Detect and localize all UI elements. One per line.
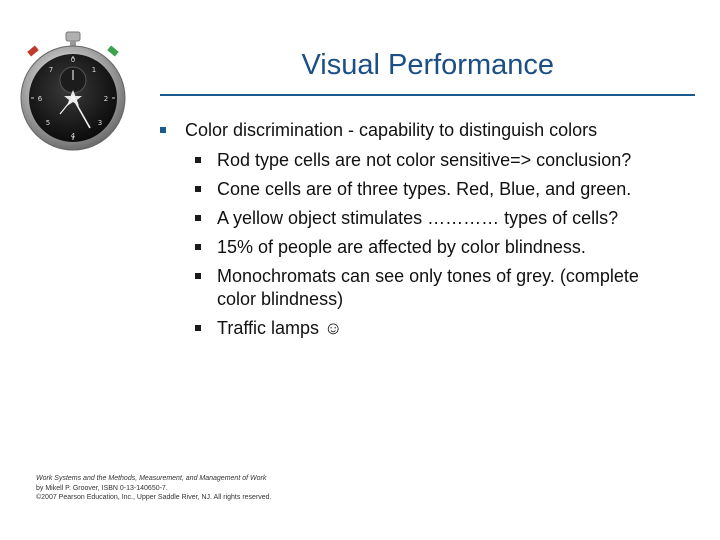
svg-text:2: 2: [103, 95, 109, 103]
title-divider: [160, 94, 695, 96]
svg-text:5: 5: [45, 119, 51, 127]
svg-text:0: 0: [70, 56, 76, 64]
footer-book-title: Work Systems and the Methods, Measurement, and Management of Work: [36, 475, 267, 482]
sub-bullet-cone-cells: Cone cells are of three types. Red, Blue, and green.: [217, 179, 632, 199]
main-bullet: Color discrimination - capability to distinguish colors: [185, 120, 598, 140]
sub-bullet-yellow-object: A yellow object stimulates ………… types of cells?: [217, 208, 619, 228]
sub-bullet-marker-icon: [195, 273, 201, 279]
sub-bullet-traffic-lamps: Traffic lamps ☺: [217, 318, 343, 338]
sub-bullet-monochromats: Monochromats can see only tones of grey. (complete: [217, 266, 639, 286]
stopwatch-icon: [14, 30, 132, 154]
svg-text:7: 7: [48, 66, 54, 74]
sub-bullet-marker-icon: [195, 186, 201, 192]
sub-bullet-marker-icon: [195, 215, 201, 221]
slide-title: Visual Performance: [301, 49, 554, 81]
sub-bullet-marker-icon: [195, 325, 201, 331]
svg-text:1: 1: [91, 66, 97, 74]
footer-citation: [36, 474, 336, 503]
sub-bullet-marker-icon: [195, 244, 201, 250]
sub-bullet-monochromats-continued: color blindness): [217, 289, 344, 309]
footer-copyright: ©2007 Pearson Education, Inc., Upper Saddle River, NJ. All rights reserved.: [36, 494, 272, 501]
bullet-marker-icon: [160, 127, 166, 133]
footer-author-isbn: by Mikell P. Groover, ISBN 0-13-140650-7.: [36, 484, 168, 492]
sub-bullet-marker-icon: [195, 157, 201, 163]
svg-text:4: 4: [70, 132, 76, 140]
svg-text:6: 6: [37, 95, 43, 103]
sub-bullet-rod-cells: Rod type cells are not color sensitive=> conclusion?: [217, 150, 632, 170]
sub-bullet-color-blindness: 15% of people are affected by color blindness.: [217, 237, 586, 257]
svg-text:3: 3: [97, 119, 103, 127]
